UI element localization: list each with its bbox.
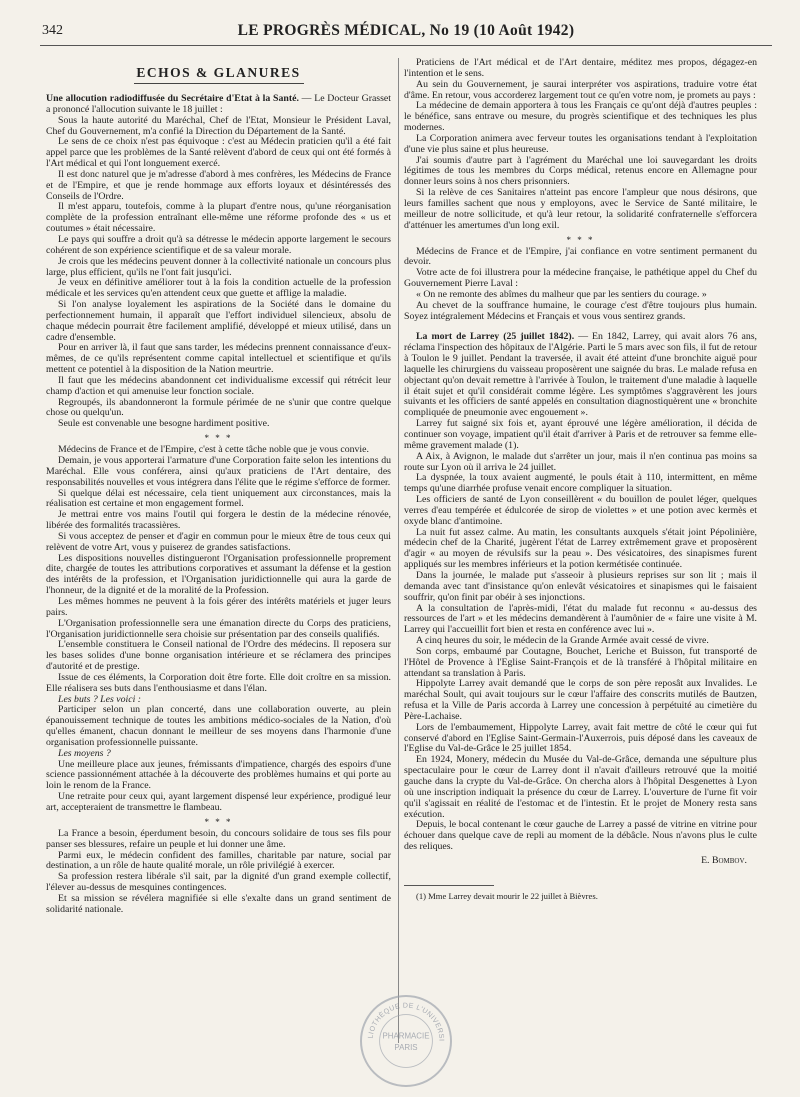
article1-paragraph: Je crois que les médecins peuvent donner à la collectivité nationale un concours plus large, plus efficient, qu'ils ne l'ont fait jusqu'ici. bbox=[46, 255, 391, 278]
article1-paragraph: Le pays qui souffre a droit qu'à sa détresse le médecin apporte largement le secours cohérent de son expérience scientifique et de sa valeur morale. bbox=[46, 233, 391, 256]
article1-paragraph: Au chevet de la souffrance humaine, le courage c'est d'être toujours plus humain. Soyez intégralement Médecins et Français et vous vous sentirez grands. bbox=[404, 299, 757, 322]
section-title-text: ECHOS & GLANURES bbox=[136, 65, 301, 80]
section-title bbox=[46, 64, 391, 84]
stamp-middle-text: PHARMACIE bbox=[382, 1031, 430, 1041]
article2-lead bbox=[404, 332, 757, 419]
section-title-underline bbox=[134, 83, 304, 84]
article1-paragraph: L'ensemble constituera le Conseil national de l'Ordre des médecins. Il reposera sur les bases solides d'une bonne organisation intérieure et se réclamera des principes d'autorité et de prestige. bbox=[46, 639, 391, 673]
left-column bbox=[46, 58, 391, 1068]
article2-heading: La mort de Larrey (25 juillet 1842). bbox=[416, 331, 575, 343]
article1-paragraph: Médecins de France et de l'Empire, j'ai confiance en votre sentiment permanent du devoir. bbox=[404, 245, 757, 268]
article1-lead bbox=[46, 94, 391, 116]
column-divider bbox=[398, 58, 399, 1043]
article2-paragraph: La nuit fut assez calme. Au matin, les consultants auxquels s'était joint Pépolinière, médecin chef de la Charité, jugèrent l'état de Larrey extrêmement grave et proposèrent d'agir « au moyen de révulsifs sur la peau ». Des vésicatoires, des sinapismes furent appliqués sur les membres inférieurs et la potion kermétisée continuée. bbox=[404, 526, 757, 571]
article1-paragraph: Si vous acceptez de penser et d'agir en commun pour le mieux être de tous ceux qui relèvent de votre Art, vous y puiserez de grandes satisfactions. bbox=[46, 530, 391, 553]
article1-paragraph: Le sens de ce choix n'est pas équivoque : c'est au Médecin praticien qu'il a été fait appel parce que les problèmes de la Santé relèvent d'abord de ceux qui ont été formés à l'Art médical et qui l'ont longuement exercé. bbox=[46, 136, 391, 170]
article2-paragraph: A la consultation de l'après-midi, l'état du malade fut reconnu « au-dessus des ressources de l'art » et les médecins demandèrent à l'aumônier de « faire une visite à M. Larrey qui l'accueillit fort bien et resta en conférence avec lui ». bbox=[404, 602, 757, 636]
article1-paragraph: Praticiens de l'Art médical et de l'Art dentaire, méditez mes propos, dégagez-en l'intention et le sens. bbox=[404, 58, 757, 79]
article1-paragraph: L'Organisation professionnelle sera une émanation directe du Corps des praticiens, l'Organisation juridictionnelle sera choisie sur présentation par des conseils qualifiés. bbox=[46, 617, 391, 640]
article1-quote: « On ne remonte des abîmes du malheur que par les sentiers du courage. » bbox=[416, 288, 707, 300]
moyens-label bbox=[46, 749, 391, 760]
article2-paragraph: Son corps, embaumé par Coutagne, Bouchet, Leriche et Buisson, fut transporté de l'Hôtel de Provence à l'Eglise Saint-François et de là transféré à l'hôpital militaire en attendant sa translation à Paris. bbox=[404, 645, 757, 679]
article2-paragraph: En 1924, Monery, médecin du Musée du Val-de-Grâce, demanda une sépulture plus spectaculaire pour le cœur de Larrey dont il n'avait d'ailleurs retrouvé que la moitié gauche dans la crypte du Val-de-Grâce. On chercha alors à l'hôpital Desgenettes à Lyon où une inscription indiquait la présence du cœur de Larrey. L'ouverture de l'urne fit voir qu'il s'agissait en réalité de l'estomac et de l'intestin. Et le projet de Monery resta sans exécution. bbox=[404, 754, 757, 820]
article2-paragraph: Lors de l'embaumement, Hippolyte Larrey, avait fait mettre de côté le cœur qui fut conservé d'abord en l'Eglise Saint-Germain-l'Auxerrois, puis déposé dans les caveaux de l'Eglise du Val-de-Grâce le 25 juillet 1854. bbox=[404, 721, 757, 755]
article1-paragraph: Regroupés, ils abandonneront la formule périmée de ne s'unir que contre quelque chose ou quelqu'un. bbox=[46, 396, 391, 419]
article1-paragraph: Si quelque délai est nécessaire, cela tient uniquement aux circonstances, mais la réalisation est certaine et mon engagement formel. bbox=[46, 487, 391, 510]
article1-paragraph: La France a besoin, éperdument besoin, du concours solidaire de tous ses fils pour panser ses blessures, refaire un peuple et lui donner une âme. bbox=[46, 827, 391, 850]
article1-intro: — Le Docteur Grasset a prononcé l'allocution suivante le 18 juillet : bbox=[46, 93, 391, 115]
article1-paragraph: Je mettrai entre vos mains l'outil qui forgera le destin de la médecine rénovée, libérée des formalités tracassières. bbox=[46, 509, 391, 532]
library-stamp-graphic bbox=[362, 997, 450, 1085]
article1-paragraph: Il m'est apparu, toutefois, comme à la plupart d'entre nous, qu'une réorganisation complète de la profession entraînant elle-même une réforme profonde des « us et coutumes » était nécessaire. bbox=[46, 201, 391, 235]
article1-paragraph: Issue de ces éléments, la Corporation doit être forte. Elle doit croître en sa mission. Elle réalisera ses buts dans l'enthousiasme et dans l'élan. bbox=[46, 671, 391, 694]
article2-intro: — En 1842, Larrey, qui avait alors 76 ans, réclama l'inspection des hôpitaux de l'Algérie. Parti le 5 mars avec son fils, il fut de retour à Toulon le 9 juillet. Pendant la traversée, il avait été atteint d'une bronchite aiguë pour laquelle les chirurgiens du vaisseau proposèrent une saignée du bras. Le malade refusa en objectant qu'on devait remettre à l'arrivée à Toulon, le traitement d'une maladie à laquelle il était sujet et qu'il considérait comme légère. Les symptômes s'aggravèrent les jours suivants et les officiers de santé appelés en consultation diagnostiquèrent une « bronchite compliquée de pneumonie avec engouement ». bbox=[404, 331, 757, 419]
article2-paragraph: Larrey fut saigné six fois et, ayant éprouvé une légère amélioration, il décida de continuer son voyage, impatient qu'il était d'arriver à Paris et de retrouver sa femme elle-même gravement malade (1). bbox=[404, 418, 757, 451]
article1-paragraph: Pour en arriver là, il faut que sans tarder, les médecins prennent connaissance d'eux-mêmes, de ce qu'ils représentent comme capital intellectuel et scientifique et qu'ils mettent ce potentiel à la disposition de la Nation meurtrie. bbox=[46, 342, 391, 376]
right-column bbox=[404, 58, 757, 1068]
footnote-rule bbox=[404, 885, 494, 886]
article2-paragraph: A Aix, à Avignon, le malade dut s'arrêter un jour, mais il n'en continua pas moins sa route sur Lyon où il arriva le 24 juillet. bbox=[404, 450, 757, 473]
article1-paragraph: Si l'on analyse loyalement les aspirations de la Société dans le domaine du perfectionnement humain, il apparaît que l'effort individuel silencieux, absolu de chaque médecin pourrait être facilement amplifié, développé et mieux utilisé, dans un cadre d'ensemble. bbox=[46, 299, 391, 343]
moyens-label-text: Les moyens ? bbox=[58, 747, 111, 759]
article1-paragraph: Il est donc naturel que je m'adresse d'abord à mes confrères, les Médecins de France et de l'Empire, et que je rende hommage aux efforts loyaux et désintéressés des Conseils de l'Ordre. bbox=[46, 168, 391, 202]
article1-paragraph: Sa profession restera libérale s'il sait, par la dignité d'un grand exemple collectif, l'élever au-dessus de mesquines contingences. bbox=[46, 871, 391, 894]
author-signature: E. Bombov. bbox=[701, 854, 747, 866]
section-separator-stars: * * * bbox=[204, 816, 233, 827]
journal-title: LE PROGRÈS MÉDICAL, No 19 (10 Août 1942) bbox=[237, 22, 575, 39]
section-separator-stars: * * * bbox=[566, 234, 595, 245]
article2-paragraph: Hippolyte Larrey avait demandé que le corps de son père reposât aux Invalides. Le maréchal Soult, qui avait toujours sur le cœur l'affaire des conscrits mutilés de Bautzen, refusa et la Ville de Paris accorda à Larrey une concession à perpétuité au cimetière du Père-Lachaise. bbox=[404, 678, 757, 722]
article1-paragraph: Les mêmes hommes ne peuvent à la fois gérer des intérêts matériels et juger leurs pairs. bbox=[46, 595, 391, 618]
article1-paragraph: La médecine de demain apportera à tous les Français ce qu'ont déjà d'autres peuples : le bénéfice, sans entrave ou mesure, du progrès scientifique et des techniques les plus modernes. bbox=[404, 100, 757, 134]
buts-label-text: Les buts ? Les voici : bbox=[58, 693, 141, 705]
article2-paragraph: A cinq heures du soir, le médecin de la Grande Armée avait cessé de vivre. bbox=[416, 635, 709, 647]
page-number: 342 bbox=[42, 23, 63, 38]
moyens-paragraph: Une retraite pour ceux qui, ayant largement dispensé leur expérience, prodigué leur art, accepteraient de transmettre le flambeau. bbox=[46, 791, 391, 813]
stamp-bottom-text: PARIS bbox=[394, 1042, 418, 1052]
library-stamp bbox=[360, 995, 452, 1087]
article1-paragraph: Parmi eux, le médecin confident des familles, charitable par nature, social par destination, a un rôle de haute qualité morale, un rôle privilégié à exercer. bbox=[46, 849, 391, 872]
article1-heading: Une allocution radiodiffusée du Secrétaire d'Etat à la Santé. bbox=[46, 93, 299, 104]
article1-paragraph: Si la relève de ces Sanitaires n'atteint pas encore l'ampleur que nous désirons, que leurs familles sachent que nous y employons, avec le Service de Santé militaire, le meilleur de notre sollicitude, et qu'à leur retour, la solidarité confraternelle s'efforcera d'atténuer les amertumes d'un long exil. bbox=[404, 187, 757, 231]
article1-paragraph: Médecins de France et de l'Empire, c'est à cette tâche noble que je vous convie. bbox=[58, 444, 369, 456]
article1-paragraph: Je veux en définitive améliorer tout à la fois la condition actuelle de la profession médicale et les services qu'en attendent ceux que guette et afflige la maladie. bbox=[46, 277, 391, 300]
article1-paragraph: Seule est convenable une besogne hardiment positive. bbox=[58, 418, 270, 430]
article1-paragraph: Les dispositions nouvelles distingueront l'Organisation professionnelle proprement dite, chargée de toutes les attributions corporatives et assumant la défense et la gestion des intérêts de la profession, et l'Organisation juridictionnelle qui aura la garde de l'honneur, de la dignité et de la moralité de la Profession. bbox=[46, 552, 391, 597]
buts-paragraph: Participer selon un plan concerté, dans une collaboration ouverte, au plein épanouissement technique de toutes les ambitions médico-sociales de la Nation, d'où qu'elles émanent, chacun donnant le meilleur de ses moyens dans l'harmonie d'une organisation professionnelle puissante. bbox=[46, 704, 391, 748]
moyens-paragraph: Une meilleure place aux jeunes, frémissants d'impatience, chargés des espoirs d'une science passionnément attachée à la découverte des problèmes humains et qui porte au loin le renom de la France. bbox=[46, 758, 391, 792]
section-separator-stars: * * * bbox=[204, 433, 233, 444]
running-header bbox=[40, 22, 772, 46]
article2-paragraph: Les officiers de santé de Lyon conseillèrent « du bouillon de poulet léger, quelques verres d'eau tempérée et édulcorée de sirop de violettes » et une potion avec kermès et oxyde blanc d'antimoine. bbox=[404, 494, 757, 527]
stamp-top-text: LIOTHÈQUE DE L'UNIVERSI bbox=[367, 1002, 445, 1042]
article1-paragraph: Et sa mission se révélera magnifiée si elle s'exalte dans un grand sentiment de solidarité nationale. bbox=[46, 892, 391, 915]
article1-paragraph: Au sein du Gouvernement, je saurai interpréter vos aspirations, traduire votre état d'âme. En retour, vous accorderez largement tout ce qu'en votre nom, je promets au pays : bbox=[404, 78, 757, 101]
article1-paragraph: Demain, je vous apporterai l'armature d'une Corporation faite selon les intentions du Maréchal. Elle vous conférera, ainsi qu'aux praticiens de l'Art dentaire, des responsabilités nouvelles et vous intégrera dans l'élite que le régime s'efforce de former. bbox=[46, 455, 391, 488]
article1-paragraph: Sous la haute autorité du Maréchal, Chef de l'Etat, Monsieur le Président Laval, Chef du Gouvernement, m'a confié la Direction du Département de la Santé. bbox=[46, 114, 391, 137]
article1-paragraph: J'ai soumis d'autre part à l'agrément du Maréchal une loi sauvegardant les droits légitimes de tous les membres du Corps médical, retenus encore en Allemagne pour donner leurs soins à nos chers prisonniers. bbox=[404, 154, 757, 188]
article1-paragraph: Votre acte de foi illustrera pour la médecine française, le pathétique appel du Chef du Gouvernement Pierre Laval : bbox=[404, 267, 757, 290]
article1-paragraph: La Corporation animera avec ferveur toutes les organisations tendant à l'exploitation d'une vie plus saine et plus heureuse. bbox=[404, 132, 757, 155]
article2-paragraph: Dans la journée, le malade put s'asseoir à plusieurs reprises sur son lit ; mais il demanda avec tant d'insistance qu'on enlevât vésicatoires et sinapismes qui le faisaient souffrir, qu'on finit par obéir à ses injonctions. bbox=[404, 569, 757, 603]
footnote: (1) Mme Larrey devait mourir le 22 juillet à Bièvres. bbox=[416, 890, 598, 901]
article2-paragraph: La dyspnée, la toux avaient augmenté, le pouls était à 110, intermittent, en même temps qu'une diarrhée profuse venait encore compliquer la situation. bbox=[404, 472, 757, 495]
article1-paragraph: Il faut que les médecins abandonnent cet individualisme excessif qui rétrécit leur champ d'action et qui amenuise leur fonction sociale. bbox=[46, 374, 391, 397]
article2-paragraph: Depuis, le bocal contenant le cœur gauche de Larrey a passé de vitrine en vitrine pour échouer dans quelque cave de repli au moment de la débâcle. Nous n'avons plus le culte des reliques. bbox=[404, 819, 757, 853]
